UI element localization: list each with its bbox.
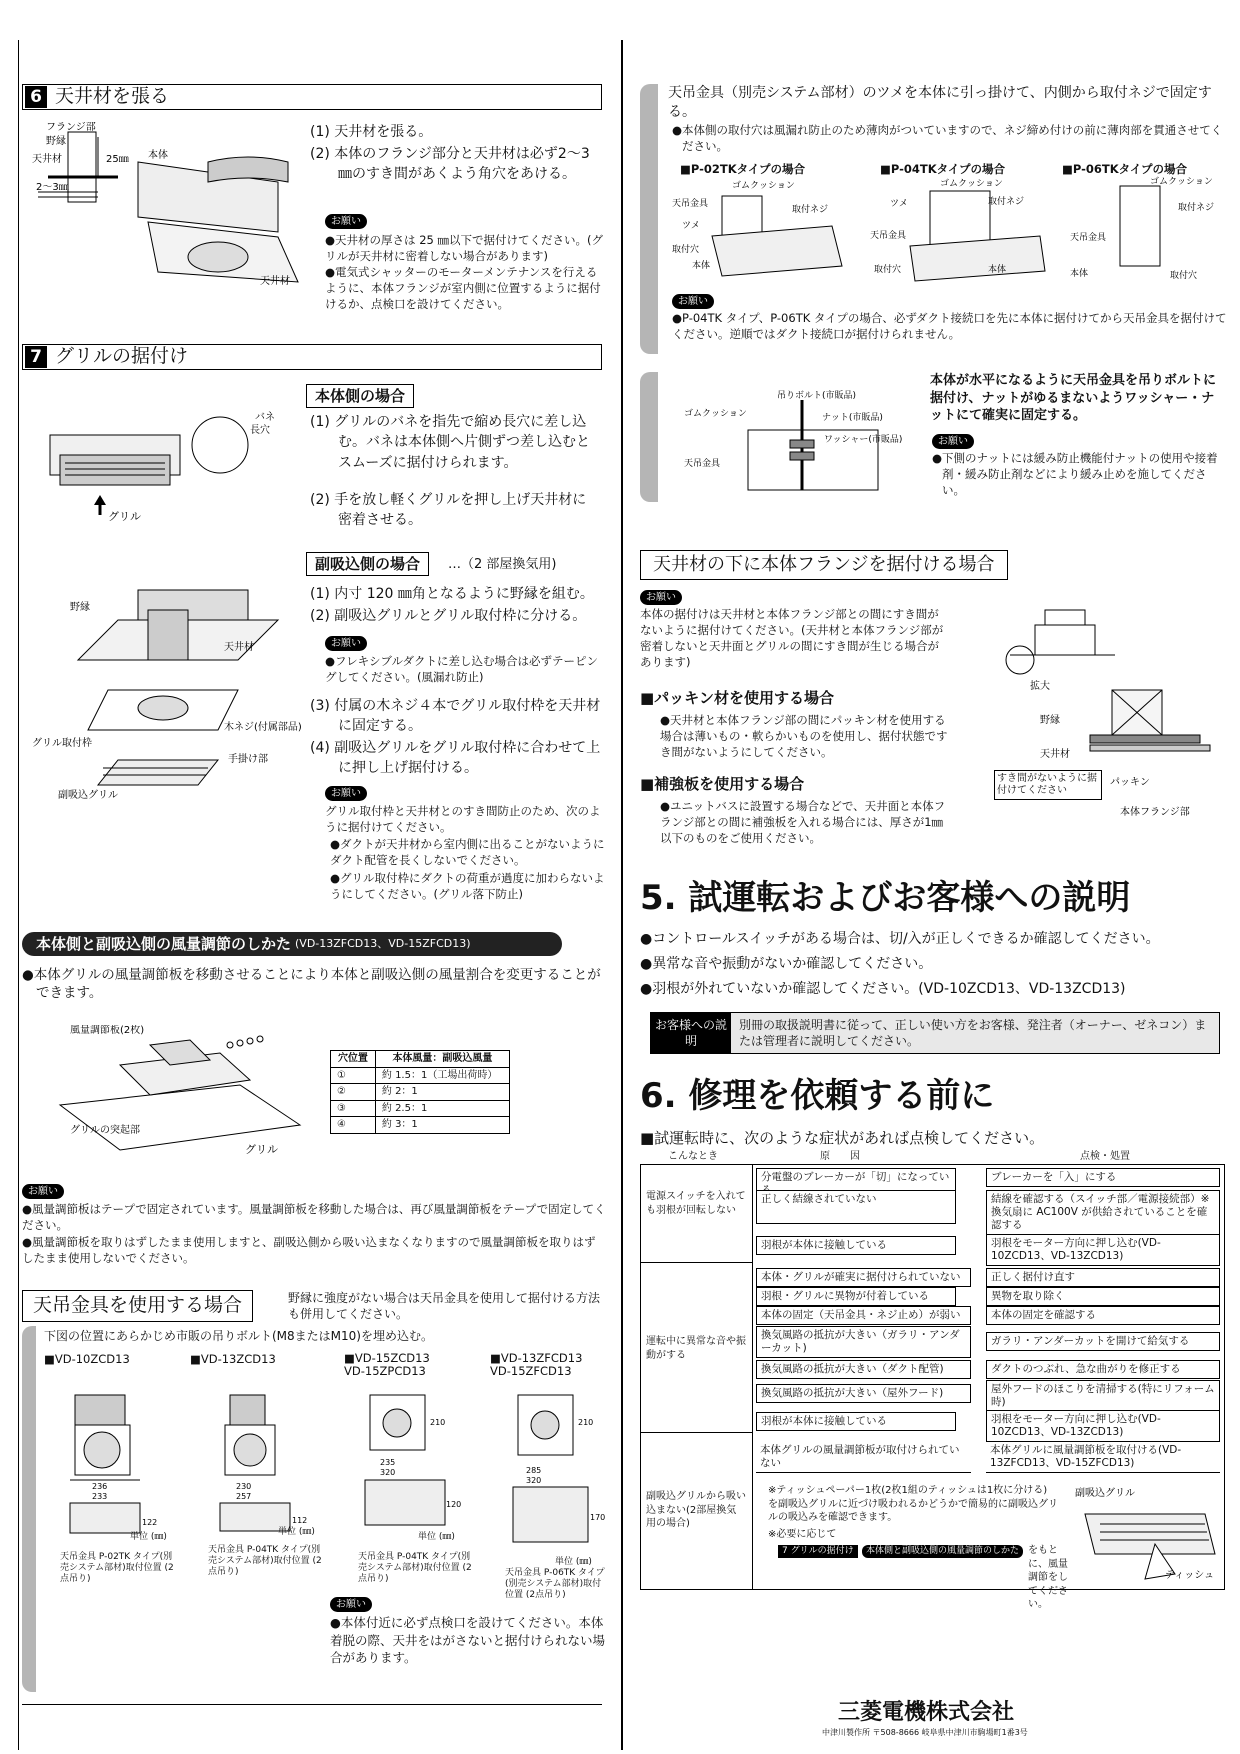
model-label-4: ■VD-13ZFCD13 VD-15ZFCD13 (490, 1351, 583, 1378)
fix-5: 異物を取り除く (986, 1287, 1220, 1306)
repair-subtitle: ■試運転時に、次のような症状があれば点検してください。 (640, 1129, 1045, 1147)
step-3-text: 本体が水平になるように天吊金具を吊りボルトに据付け、ナットがゆるまないようワッシャー・ナットにて確実に固定する。 (930, 373, 1217, 424)
table-head-ratio: 本体風量：副吸込風量 (375, 1051, 509, 1068)
s5-item-2: ●異常な音や振動がないか確認してください。 (640, 956, 933, 972)
ceiling-install-diagram (28, 122, 308, 297)
flange-badge-wrap (640, 588, 682, 606)
s7-fuku-step-3: (3) 付属の木ネジ４本でグリル取付枠を天井材に固定する。 (310, 698, 601, 735)
p02-label-kanagu: 天吊金具 (672, 199, 709, 209)
dim-230: 230 (236, 1482, 252, 1491)
bolt-fix-diagram (672, 390, 922, 500)
unit-label-3: 単位 (㎜) (418, 1532, 455, 1542)
airflow-adjust-desc: ●本体グリルの風量調節板を移動させることにより本体と副吸込側の風量割合を変更することができます。 (22, 967, 601, 1002)
column-divider (621, 40, 623, 1750)
p02-label-tsume: ツメ (682, 221, 700, 231)
bolt-label: 吊りボルト(市販品) (777, 391, 857, 401)
label-25mm: 25㎜ (106, 154, 129, 165)
s7-fuku-step-2: (2) 副吸込グリルとグリル取付枠に分ける。 (310, 608, 587, 624)
washer-label: ワッシャー(市販品) (824, 435, 903, 445)
repair-g3-text-3: をもとに、風量調節をしてください。 (1028, 1545, 1068, 1610)
repair-group-2-text: 運転中に異常な音や振動がする (646, 1336, 746, 1361)
section-6-header (22, 84, 602, 110)
label-hontai: 本体 (148, 150, 168, 161)
label-d2-fukugrill: 副吸込グリル (58, 790, 118, 801)
step-3-note: ●下側のナットには緩み防止機能付ナットの使用や接着剤・緩み防止剤などにより緩み止めを施してください。 (932, 451, 1218, 498)
step-3-bar (640, 372, 658, 502)
model-label-3: ■VD-15ZCD13 VD-15ZPCD13 (344, 1351, 430, 1378)
tsuri-diagram-3 (350, 1385, 470, 1555)
step2-request-badge: お願い (672, 294, 714, 309)
p04-diagram (870, 176, 1050, 286)
customer-explain-label: お客様への説明 (651, 1013, 731, 1053)
dim-235: 235 (380, 1458, 396, 1467)
hokyo-title: ■補強板を使用する場合 (640, 775, 805, 793)
p04-label-neji: 取付ネジ (988, 197, 1025, 207)
hontai-side-title: 本体側の場合 (306, 384, 414, 408)
s6-step-1: (1) 天井材を張る。 (310, 124, 433, 140)
type-p02: ■P-02TKタイプの場合 (680, 162, 806, 176)
p02-label-ana: 取付穴 (672, 245, 700, 255)
dim-210: 210 (430, 1418, 446, 1427)
fix-1: ブレーカーを「入」にする (986, 1168, 1220, 1187)
s7-request-badge-1: お願い (325, 636, 367, 651)
repair-g3-text-1: ※ティッシュペーパー1枚(2枚1組のティッシュは1枚に分ける) を副吸込グリルに近づけ吸われるかどうかで簡易的に副吸込グリルの吸込みを確認できます。 (768, 1485, 1058, 1523)
repair-head-cause: 原 因 (820, 1151, 860, 1162)
label-d2-waku: グリル取付枠 (32, 738, 92, 749)
company-name: 三菱電機株式会社 (838, 1700, 1015, 1725)
s7-fuku-note-2: グリル取付枠と天井材とのすき間防止のため、次のように据付けてください。 (325, 804, 601, 835)
tsuri-note-1: ●本体付近に必ず点検口を設けてください。本体着脱の際、天井をはがさないと据付けられない場合があります。 (330, 1615, 606, 1665)
airflow-ratio-table (330, 1050, 510, 1134)
label-flange-nobuchi: 野縁 (1040, 715, 1060, 726)
label-bane: バネ (255, 412, 275, 423)
kanagu-label: 天吊金具 (684, 459, 721, 469)
tsuri-diagram-1 (50, 1385, 170, 1545)
fix-10: 羽根をモーター方向に押し込む(VD-10ZCD13、VD-13ZCD13) (986, 1410, 1220, 1442)
step-2-note-2: ●P-04TK タイプ、P-06TK タイプの場合、必ずダクト接続口を先に本体に据付けてから天吊金具を据付けてください。逆順ではダクト接続口が据付けられません。 (672, 311, 1227, 342)
step2-badge-wrap (672, 292, 714, 310)
label-d2-tekake: 手掛け部 (228, 754, 268, 765)
table-cell: ④ (331, 1117, 376, 1134)
type-p06: ■P-06TKタイプの場合 (1062, 162, 1188, 176)
fix-6: 本体の固定を確認する (986, 1306, 1220, 1325)
flange-request-badge: お願い (640, 590, 682, 605)
cause-2: 正しく結線されていない (756, 1190, 956, 1224)
dim-320: 320 (380, 1468, 396, 1477)
s5-item-1: ●コントロールスイッチがある場合は、切/入が正しくできるか確認してください。 (640, 931, 1160, 947)
label-grill-2: グリル (245, 1143, 278, 1156)
step-2-note: ●本体側の取付穴は風漏れ防止のため薄肉がついていますので、ネジ締め付けの前に薄肉部を貫通させてください。 (672, 123, 1223, 154)
label-fuku-grill: 副吸込グリル (1075, 1488, 1135, 1499)
label-nagaana: 長穴 (250, 425, 270, 436)
step3-badge-wrap (932, 432, 974, 450)
table-cell: ③ (331, 1100, 376, 1117)
tissue-diagram (1065, 1484, 1225, 1584)
table-cell: 約 3：1 (375, 1117, 509, 1134)
hokyo-text: ●ユニットバスに設置する場合などで、天井面と本体フランジ部との間に補強板を入れる場合には、厚さが1㎜以下のものをご使用ください。 (660, 799, 946, 846)
flange-desc: 本体の据付けは天井材と本体フランジ部との間にすき間がないように据付けてください。(天井材と本体フランジ部が密着しないと天井面とグリルの間にすき間が生じる場合があります) (640, 607, 944, 670)
repair-section-title: 6. 修理を依頼する前に (640, 1076, 995, 1116)
table-row (331, 1117, 510, 1134)
step3-request-badge: お願い (932, 434, 974, 449)
p02-label-hontai: 本体 (692, 261, 711, 271)
label-tenjo: 天井材 (32, 154, 62, 165)
fix-7: ガラリ・アンダーカットを開けて給気する (986, 1332, 1220, 1351)
airflow-adjust-banner (22, 932, 562, 956)
p02-label-neji: 取付ネジ (792, 205, 829, 215)
cause-5: 羽根・グリルに異物が付着している (756, 1287, 956, 1306)
airflow-badge-wrap (22, 1182, 64, 1200)
flange-diagram (990, 605, 1225, 835)
repair-head-fix: 点検・処置 (1080, 1151, 1130, 1162)
p06-label-hontai: 本体 (1070, 269, 1089, 279)
s7-fuku-step-4: (4) 副吸込グリルをグリル取付枠に合わせて上に押し上げ据付ける。 (310, 740, 601, 777)
cause-6: 本体の固定（天吊金具・ネジ止め）が弱い (756, 1306, 971, 1325)
tsuri-step-1: 下図の位置にあらかじめ市販の吊りボルト(M8またはM10)を埋め込む。 (44, 1329, 433, 1343)
p06-label-neji: 取付ネジ (1178, 203, 1215, 213)
dim-122: 122 (142, 1518, 158, 1527)
label-d2-nobuchi: 野縁 (70, 602, 90, 613)
flange-section-title: 天井材の下に本体フランジを据付ける場合 (640, 550, 1008, 580)
repair-head-when: こんなとき (668, 1151, 718, 1162)
p04-label-gomu: ゴムクッション (940, 179, 1003, 189)
dim-120: 120 (446, 1500, 462, 1509)
repair-group-1-text: 電源スイッチを入れても羽根が回転しない (646, 1191, 746, 1216)
s6-note-1: ●天井材の厚さは 25 ㎜以下で据付けてください。(グリルが天井材に密着しない場合があります) (325, 233, 603, 264)
unit-label-4: 単位 (㎜) (555, 1557, 592, 1567)
section-6-number: 6 (25, 86, 47, 108)
grill-install-diagram (40, 405, 280, 525)
cause-7: 換気風路の抵抗が大きい（ガラリ・アンダーカット) (756, 1326, 971, 1358)
repair-group-3-text: 副吸込グリルから吸い込まない(2部屋換気用の場合) (646, 1491, 746, 1529)
airflow-note-2: ●風量調節板を取りはずしたまま使用しますと、副吸込側から吸い込まなくなりますので風量調節板を取りはずしたまま使用しないでください。 (22, 1235, 596, 1266)
step-2-bar (640, 84, 658, 354)
s7-request-badge-2: お願い (325, 786, 367, 801)
dim-257: 257 (236, 1492, 252, 1501)
dim-112: 112 (292, 1516, 308, 1525)
label-grill-totsu: グリルの突起部 (70, 1125, 140, 1136)
type-p04: ■P-04TKタイプの場合 (880, 162, 1006, 176)
dim-285: 285 (526, 1466, 542, 1475)
fuku-side-note: …（2 部屋換気用) (448, 557, 557, 572)
s7-fuku-step-1: (1) 内寸 120 ㎜角となるように野縁を組む。 (310, 586, 594, 602)
cause-3: 羽根が本体に接触している (756, 1236, 956, 1255)
airflow-adjust-models: (VD-13ZFCD13、VD-15ZFCD13) (295, 936, 471, 950)
suki-callout: すき間がないように据付けてください (994, 770, 1102, 800)
table-row (331, 1100, 510, 1117)
dim-236: 236 (92, 1482, 108, 1491)
p06-label-gomu: ゴムクッション (1150, 177, 1213, 187)
fix-8: ダクトのつぶれ、急な曲がりを修正する (986, 1360, 1220, 1379)
label-fuuryou-ita: 風量調節板(2枚) (70, 1025, 145, 1036)
table-cell: 約 2.5：1 (375, 1100, 509, 1117)
model-label-1: ■VD-10ZCD13 (44, 1352, 130, 1366)
tsuri-caption-4: 天吊金具 P-06TK タイプ(別売システム部材)取付位置 (2点吊り) (505, 1568, 605, 1600)
tsuri-caption-1: 天吊金具 P-02TK タイプ(別売システム部材)取付位置 (2点吊り) (60, 1552, 174, 1584)
dim-170: 170 (590, 1513, 606, 1522)
cause-9: 換気風路の抵抗が大きい（屋外フード) (756, 1384, 971, 1403)
s6-request-badge-wrap (325, 212, 367, 230)
tsuri-badge-wrap (330, 1595, 372, 1613)
section-5-title: 5. 試運転およびお客様への説明 (640, 878, 1131, 918)
label-kakudai: 拡大 (1030, 681, 1050, 692)
p06-label-kanagu: 天吊金具 (1070, 233, 1107, 243)
dim-233: 233 (92, 1492, 108, 1501)
tsuri-diagram-4 (498, 1385, 608, 1560)
cause-8: 換気風路の抵抗が大きい（ダクト配管) (756, 1360, 971, 1379)
tsuri-kanagu-title: 天吊金具を使用する場合 (22, 1290, 253, 1322)
label-tissue: ティッシュ (1165, 1570, 1214, 1581)
airflow-adjust-title: 本体側と副吸込側の風量調節のしかた (36, 934, 292, 953)
left-margin-line (18, 40, 19, 1750)
s6-request-badge: お願い (325, 214, 367, 229)
section-7-header (22, 344, 602, 370)
fix-3: 羽根をモーター方向に押し込む(VD-10ZCD13、VD-13ZCD13) (986, 1234, 1220, 1266)
customer-explain-box (650, 1012, 1220, 1054)
table-head-position: 穴位置 (331, 1051, 376, 1068)
s7-hontai-step-1: (1) グリルのバネを指先で縮め長穴に差し込む。バネは本体側へ片側ずつ差し込むとスムーズに据付けられます。 (310, 414, 590, 471)
airflow-request-badge: お願い (22, 1184, 64, 1199)
label-grill: グリル (108, 510, 141, 523)
dim-320-b: 320 (526, 1476, 542, 1485)
s7-badge-1-wrap (325, 634, 367, 652)
customer-explain-text: 別冊の取扱説明書に従って、正しい使い方をお客様、発注者（オーナー、ゼネコン）または管理者に説明してください。 (739, 1018, 1207, 1049)
p02-label-gomu: ゴムクッション (732, 181, 795, 191)
cause-11: 本体グリルの風量調節板が取付けられていない (756, 1442, 971, 1473)
p04-label-hontai: 本体 (988, 265, 1007, 275)
tsuri-caption-2: 天吊金具 P-04TK タイプ(別売システム部材)取付位置 (2点吊り) (208, 1545, 322, 1577)
s7-fuku-note-4: ●グリル取付枠にダクトの荷重が過度に加わらないようにしてください。(グリル落下防止) (330, 871, 605, 902)
cause-10: 羽根が本体に接触している (756, 1412, 956, 1431)
cause-4: 本体・グリルが確実に据付けられていない (756, 1268, 971, 1287)
tsuri-caption-3: 天吊金具 P-04TK タイプ(別売システム部材)取付位置 (2点吊り) (358, 1552, 472, 1584)
sub-intake-diagram (28, 580, 303, 810)
airflow-note-1: ●風量調節板はテープで固定されています。風量調節板を移動した場合は、再び風量調節板をテープで固定してください。 (22, 1202, 606, 1233)
s7-badge-2-wrap (325, 784, 367, 802)
tsuri-kanagu-side-note: 野縁に強度がない場合は天吊金具を使用して据付ける方法も併用してください。 (288, 1291, 601, 1322)
label-d2-tenjo: 天井材 (224, 642, 254, 653)
repair-g3-text-2: ※必要に応じて (768, 1529, 837, 1540)
table-cell: 約 2：1 (375, 1084, 509, 1101)
tsuri-step-bar (22, 1326, 36, 1692)
packing-text: ●天井材と本体フランジ部の間にパッキン材を使用する場合は薄いもの・軟らかいものを使用し、据付状態ですき間がないようにしてください。 (660, 713, 948, 760)
table-cell: ① (331, 1067, 376, 1084)
cause-1: 分電盤のブレーカーが「切」になってい (756, 1168, 956, 1200)
table-row (331, 1067, 510, 1084)
fuku-side-title: 副吸込側の場合 (306, 552, 429, 576)
fix-4: 正しく据付け直す (986, 1268, 1220, 1287)
table-row (331, 1084, 510, 1101)
p04-label-kanagu: 天吊金具 (870, 231, 907, 241)
label-flange-bu: 本体フランジ部 (1120, 807, 1190, 818)
label-flange: フランジ部 (46, 122, 96, 133)
packing-title: ■パッキン材を使用する場合 (640, 689, 835, 707)
company-address: 中津川製作所 〒508-8666 岐阜県中津川市駒場町1番3号 (822, 1728, 1028, 1737)
table-cell: ② (331, 1084, 376, 1101)
s7-fuku-note-3: ●ダクトが天井材から室内側に出ることがないようにダクト配管を長くしないでください。 (330, 837, 605, 868)
repair-chip-2: 本体側と副吸込側の風量調節のしかた (862, 1545, 1023, 1558)
left-bottom-rule (22, 1704, 602, 1705)
p06-diagram (1060, 176, 1230, 286)
s5-item-3: ●羽根が外れていないか確認してください。(VD-10ZCD13、VD-13ZCD13) (640, 981, 1126, 997)
unit-label-1: 単位 (㎜) (130, 1532, 167, 1542)
tsuri-diagram-2 (200, 1385, 320, 1545)
s7-hontai-step-2: (2) 手を放し軽くグリルを押し上げ天井材に密着させる。 (310, 492, 587, 529)
gomu-label: ゴムクッション (684, 409, 747, 419)
table-cell: 約 1.5：1（工場出荷時） (375, 1067, 509, 1084)
label-gap: 2～3㎜ (36, 182, 69, 193)
airflow-adjust-diagram (40, 1025, 310, 1160)
unit-label-2: 単位 (㎜) (278, 1527, 315, 1537)
label-flange-tenjo: 天井材 (1040, 749, 1070, 760)
model-label-2: ■VD-13ZCD13 (190, 1352, 276, 1366)
label-packing: パッキン (1110, 777, 1150, 788)
s6-step-2: (2) 本体のフランジ部分と天井材は必ず2～3㎜のすき間があくよう角穴をあける。 (310, 146, 590, 183)
s6-note-2: ●電気式シャッターのモーターメンテナンスを行えるように、本体フランジが室内側に位置するように据付けるか、点検口を設けてください。 (325, 265, 601, 312)
p04-label-ana: 取付穴 (874, 265, 902, 275)
p06-label-ana: 取付穴 (1170, 271, 1198, 281)
p02-diagram (672, 176, 852, 286)
label-nobuchi: 野縁 (46, 136, 66, 147)
label-tenjo-2: 天井材 (260, 276, 290, 287)
s7-fuku-note-1: ●フレキシブルダクトに差し込む場合は必ずテーピングしてください。(風漏れ防止) (325, 654, 599, 685)
fix-11: 本体グリルに風量調節板を取付ける(VD-13ZFCD13、VD-15ZFCD13) (986, 1442, 1220, 1473)
tsuri-request-badge: お願い (330, 1597, 372, 1612)
label-d2-kineji: 木ネジ(付属部品) (224, 722, 302, 733)
fix-2: 結線を確認する（スイッチ部／電源接続部）※換気扇に AC100V が供給されていることを確認する (986, 1190, 1220, 1235)
p04-label-tsume: ツメ (890, 199, 908, 209)
step-2-text: 天吊金具（別売システム部材）のツメを本体に引っ掛けて、内側から取付ネジで固定する。 (668, 85, 1212, 120)
nut-label: ナット(市販品) (822, 413, 883, 423)
section-6-title: 天井材を張る (55, 85, 170, 108)
section-7-title: グリルの据付け (55, 345, 189, 368)
repair-chip-1: 7 グリルの据付け (778, 1545, 858, 1558)
dim-210-b: 210 (578, 1418, 594, 1427)
fix-9: 屋外フードのほこりを清掃する(特にリフォーム時) (986, 1380, 1220, 1412)
section-7-number: 7 (25, 346, 47, 368)
